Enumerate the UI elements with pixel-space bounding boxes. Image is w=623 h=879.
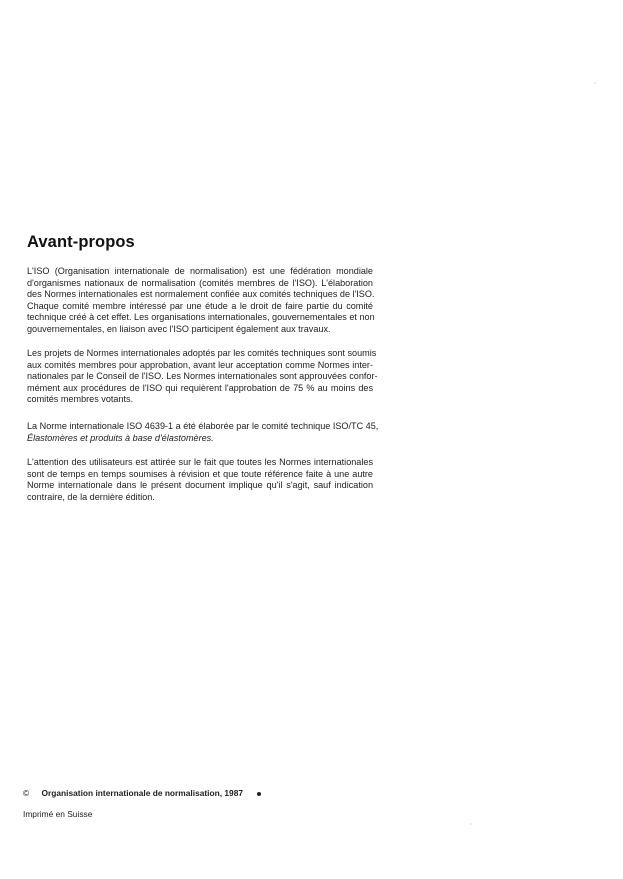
- text-line: gouvernementales, en liaison avec l'ISO participent également aux travaux.: [27, 323, 331, 334]
- paragraph-approval: [27, 348, 378, 406]
- text-line: aux comités membres pour approbation, avant leur acceptation comme Normes inter-: [27, 359, 373, 370]
- text-line: Norme internationale dans le présent document implique qu'il s'agit, sauf indication: [27, 480, 373, 491]
- page-title: Avant-propos: [27, 233, 135, 251]
- printed-in: Imprimé en Suisse: [23, 809, 93, 819]
- text-line: Les projets de Normes internationales adoptés par les comités techniques sont soumis: [27, 348, 377, 358]
- text-line: L'attention des utilisateurs est attirée sur le fait que toutes les Normes internationales: [27, 457, 373, 467]
- paragraph-standard-origin: [27, 421, 379, 444]
- text-line: sont de temps en temps soumises à révision et que toute référence faite à une autre: [27, 468, 373, 479]
- text-line: d'organismes nationaux de normalisation (comités membres de l'ISO). L'élaboration: [27, 277, 373, 288]
- committee-title: Élastomères et produits à base d'élastomères.: [27, 432, 214, 443]
- text-line: La Norme internationale ISO 4639-1 a été élaborée par le comité technique ISO/TC 45,: [27, 421, 379, 431]
- text-line: technique créé à cet effet. Les organisations internationales, gouvernementales et non: [27, 312, 375, 323]
- scan-speck: [470, 823, 472, 825]
- copyright-icon: ©: [23, 788, 30, 798]
- text-line: L'ISO (Organisation internationale de normalisation) est une fédération mondiale: [27, 266, 373, 276]
- text-line: comités membres votants.: [27, 394, 134, 405]
- paragraph-revision-notice: [27, 457, 373, 503]
- text-line: des Normes internationales est normalement confiée aux comités techniques de l'ISO.: [27, 289, 375, 300]
- text-line: contraire, de la dernière édition.: [27, 491, 155, 502]
- text-line: mément aux procédures de l'ISO qui requièrent l'approbation de 75 % au moins des: [27, 382, 373, 393]
- copyright-notice: [23, 788, 261, 798]
- scan-speck: [594, 82, 596, 84]
- copyright-text: Organisation internationale de normalisation, 1987: [41, 788, 244, 798]
- paragraph-iso-intro: [27, 266, 373, 336]
- text-line: Chaque comité membre intéressé par une étude a le droit de faire partie du comité: [27, 300, 373, 311]
- bullet-icon: [257, 792, 261, 796]
- text-line: nationales par le Conseil de l'ISO. Les Normes internationales sont approuvées confor-: [27, 371, 378, 382]
